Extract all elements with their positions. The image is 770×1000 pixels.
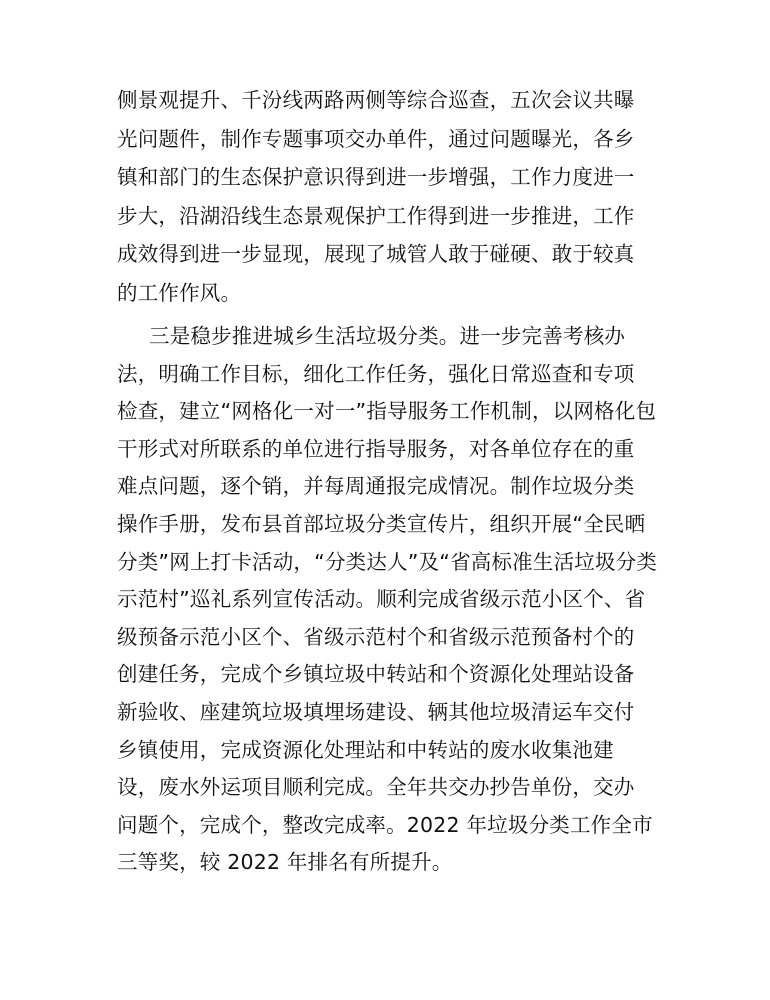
paragraph-1-line-1: 侧景观提升、千汾线两路两侧等综合巡查，五次会议共曝: [117, 88, 635, 112]
paragraph-2-line-3: 检查，建立“网格化一对一”指导服务工作机制，以网格化包: [117, 399, 657, 423]
paragraph-2-line-14: 问题个，完成个，整改完成率。2022 年垃圾分类工作全市: [117, 813, 653, 837]
paragraph-2-line-8: 示范村”巡礼系列宣传活动。顺利完成省级示范小区个、省: [117, 587, 646, 611]
paragraph-2-line-10: 创建任务，完成个乡镇垃圾中转站和个资源化处理站设备: [117, 662, 635, 686]
paragraph-2-line-12: 乡镇使用，完成资源化处理站和中转站的废水收集池建: [117, 738, 614, 762]
paragraph-2-line-7: 分类”网上打卡活动，“分类达人”及“省高标准生活垃圾分类: [117, 550, 658, 574]
paragraph-2-line-9: 级预备示范小区个、省级示范村个和省级示范预备村个的: [117, 625, 635, 649]
paragraph-2-line-5: 难点问题，逐个销，并每周通报完成情况。制作垃圾分类: [117, 474, 635, 498]
paragraph-2-line-15: 三等奖，较 2022 年排名有所提升。: [117, 850, 453, 874]
paragraph-1-line-6: 的工作作风。: [117, 281, 242, 305]
paragraph-1-line-4: 步大，沿湖沿线生态景观保护工作得到进一步推进，工作: [117, 204, 635, 228]
paragraph-1-line-2: 光问题件，制作专题事项交办单件，通过问题曝光，各乡: [117, 127, 635, 151]
paragraph-1-line-5: 成效得到进一步显现，展现了城管人敢于碰硬、敢于较真: [117, 242, 635, 266]
paragraph-2-line-1: 三是稳步推进城乡生活垃圾分类。进一步完善考核办: [149, 324, 626, 348]
paragraph-2-line-6: 操作手册，发布县首部垃圾分类宣传片，组织开展“全民晒: [117, 512, 646, 536]
paragraph-2-line-11: 新验收、座建筑垃圾填埋场建设、辆其他垃圾清运车交付: [117, 700, 635, 724]
paragraph-2-line-4: 干形式对所联系的单位进行指导服务，对各单位存在的重: [117, 437, 635, 461]
paragraph-1-line-3: 镇和部门的生态保护意识得到进一步增强，工作力度进一: [117, 165, 635, 189]
paragraph-2-line-13: 设，废水外运项目顺利完成。全年共交办抄告单份，交办: [117, 775, 635, 799]
paragraph-2-line-2: 法，明确工作目标，细化工作任务，强化日常巡查和专项: [117, 362, 635, 386]
